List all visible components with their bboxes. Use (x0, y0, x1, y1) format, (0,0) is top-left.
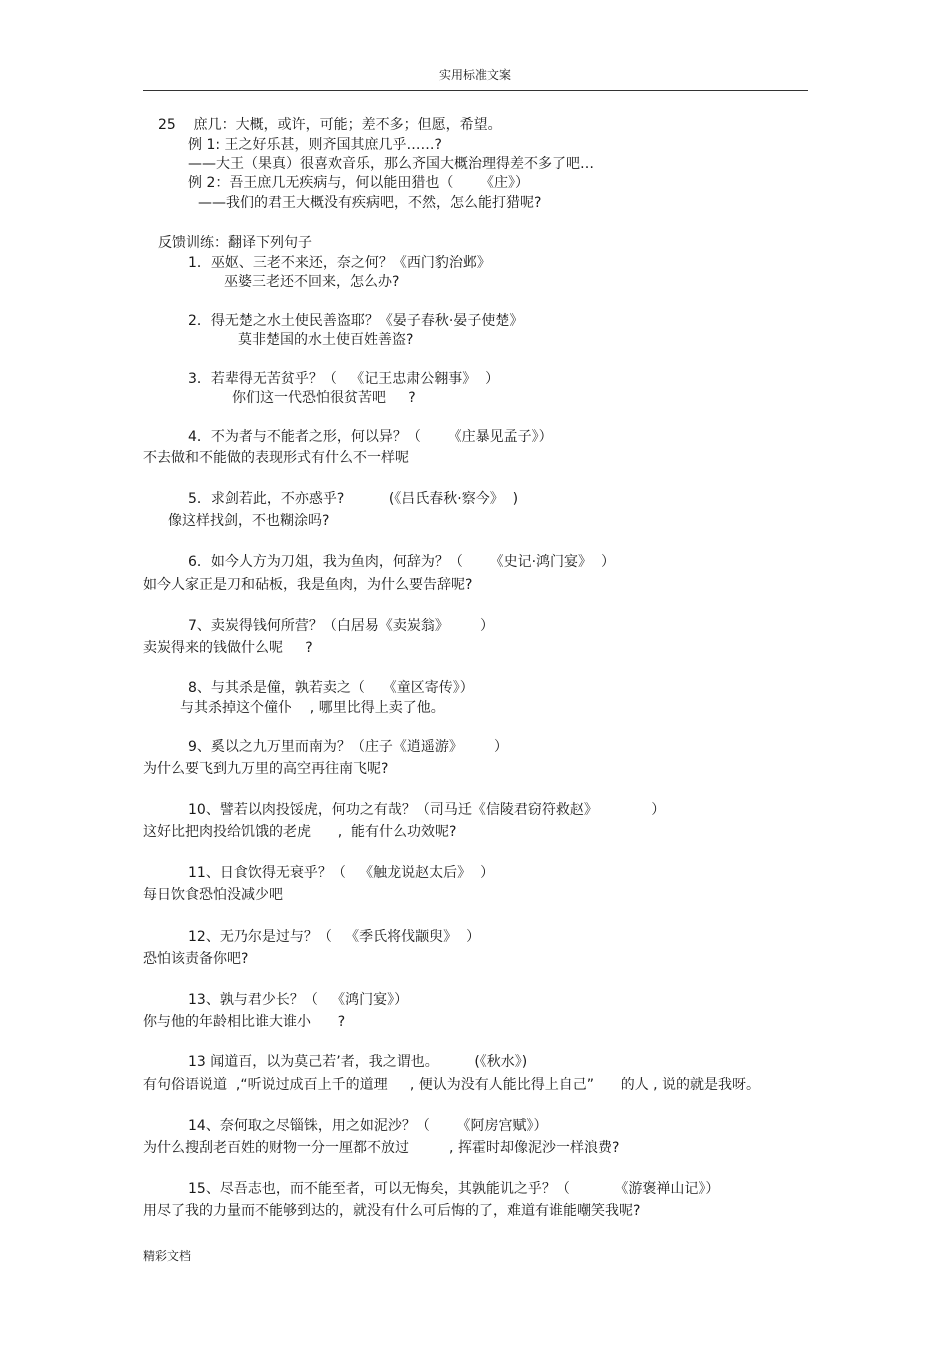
item-14-answer: 为什么搜刮老百姓的财物一分一厘都不放过 , 挥霍时却像泥沙一样浪费? (143, 1140, 620, 1156)
item-15-question: 15、尽吾志也，而不能至者，可以无悔矣，其孰能讥之乎？（ 《游褒禅山记》） (188, 1181, 720, 1197)
item-2-question: 2．得无楚之水土使民善盗耶？《晏子春秋·晏子使楚》 (188, 313, 524, 329)
item-9-answer: 为什么要飞到九万里的高空再往南飞呢? (143, 761, 389, 777)
item-7-question: 7、卖炭得钱何所营？（白居易《卖炭翁》 ） (188, 618, 495, 634)
item-15-answer: 用尽了我的力量而不能够到达的，就没有什么可后悔的了，难道有谁能嘲笑我呢? (143, 1203, 641, 1219)
item-5-answer: 像这样找剑，不也糊涂吗? (168, 513, 330, 529)
item-1-question: 1．巫妪、三老不来还，奈之何？《西门豹治邺》 (188, 255, 491, 271)
item-8-answer: 与其杀掉这个僮仆 , 哪里比得上卖了他。 (180, 700, 445, 716)
item-13b-question: 13 闻道百，以为莫己若’者，我之谓也。 (《秋水》) (188, 1054, 528, 1070)
exercise-title: 反馈训练：翻译下列句子 (158, 235, 312, 251)
item-14-question: 14、奈何取之尽锱铢，用之如泥沙？（ 《阿房宫赋》） (188, 1118, 548, 1134)
item-3-question: 3．若辈得无苦贫乎？（ 《记王忠肃公翱事》 ） (188, 371, 500, 387)
item-6-answer: 如今人家正是刀和砧板，我是鱼肉，为什么要告辞呢? (143, 577, 473, 593)
page-header: 实用标准文案 (438, 68, 511, 82)
intro-line-1: 25 庶几：大概，或许，可能；差不多；但愿，希望。 (158, 117, 502, 133)
item-13b-answer: 有句俗语说道 ,“听说过成百上千的道理 , 便认为没有人能比得上自己” 的人 , 说的就是我呀。 (143, 1077, 761, 1093)
item-4-question: 4．不为者与不能者之形，何以异？（ 《庄暴见孟子》） (188, 429, 553, 445)
item-7-answer: 卖炭得来的钱做什么呢 ? (143, 640, 313, 656)
item-12-question: 12、无乃尔是过与？（ 《季氏将伐颛臾》 ） (188, 929, 481, 945)
intro-example-2: 例 2：吾王庶几无疾病与，何以能田猎也（ 《庄》） (188, 175, 530, 191)
item-3-answer: 你们这一代恐怕很贫苦吧 ? (232, 390, 416, 406)
item-6-question: 6．如今人方为刀俎，我为鱼肉，何辞为？（ 《史记·鸿门宴》 ） (188, 554, 615, 570)
item-2-answer: 莫非楚国的水土使百姓善盗? (238, 332, 414, 348)
header-rule (143, 90, 808, 91)
item-1-answer: 巫婆三老还不回来，怎么办? (224, 274, 400, 290)
item-13-question: 13、孰与君少长？（ 《鸿门宴》） (188, 992, 409, 1008)
item-11-question: 11、日食饮得无衰乎？（ 《触龙说赵太后》 ） (188, 865, 495, 881)
intro-example-1: 例 1: 王之好乐甚，则齐国其庶几乎……? (188, 137, 442, 153)
intro-translation-1: ——大王（果真）很喜欢音乐，那么齐国大概治理得差不多了吧… (188, 156, 594, 172)
item-4-answer: 不去做和不能做的表现形式有什么不一样呢 (143, 450, 409, 466)
item-11-answer: 每日饮食恐怕没减少吧 (143, 887, 283, 903)
page-footer: 精彩文档 (143, 1249, 192, 1263)
intro-translation-2: ——我们的君王大概没有疾病吧，不然，怎么能打猎呢? (198, 195, 542, 211)
item-13-answer: 你与他的年龄相比谁大谁小 ? (143, 1014, 346, 1030)
item-10-answer: 这好比把肉投给饥饿的老虎 , 能有什么功效呢? (143, 824, 457, 840)
item-5-question: 5．求剑若此，不亦惑乎? (《吕氏春秋·察今》 ) (188, 491, 519, 507)
item-10-question: 10、譬若以肉投馁虎，何功之有哉？（司马迁《信陵君窃符救赵》 ） (188, 802, 666, 818)
item-12-answer: 恐怕该责备你吧? (143, 951, 249, 967)
item-8-question: 8、与其杀是僮，孰若卖之（ 《童区寄传》） (188, 680, 474, 696)
item-9-question: 9、奚以之九万里而南为？（庄子《逍遥游》 ） (188, 739, 509, 755)
